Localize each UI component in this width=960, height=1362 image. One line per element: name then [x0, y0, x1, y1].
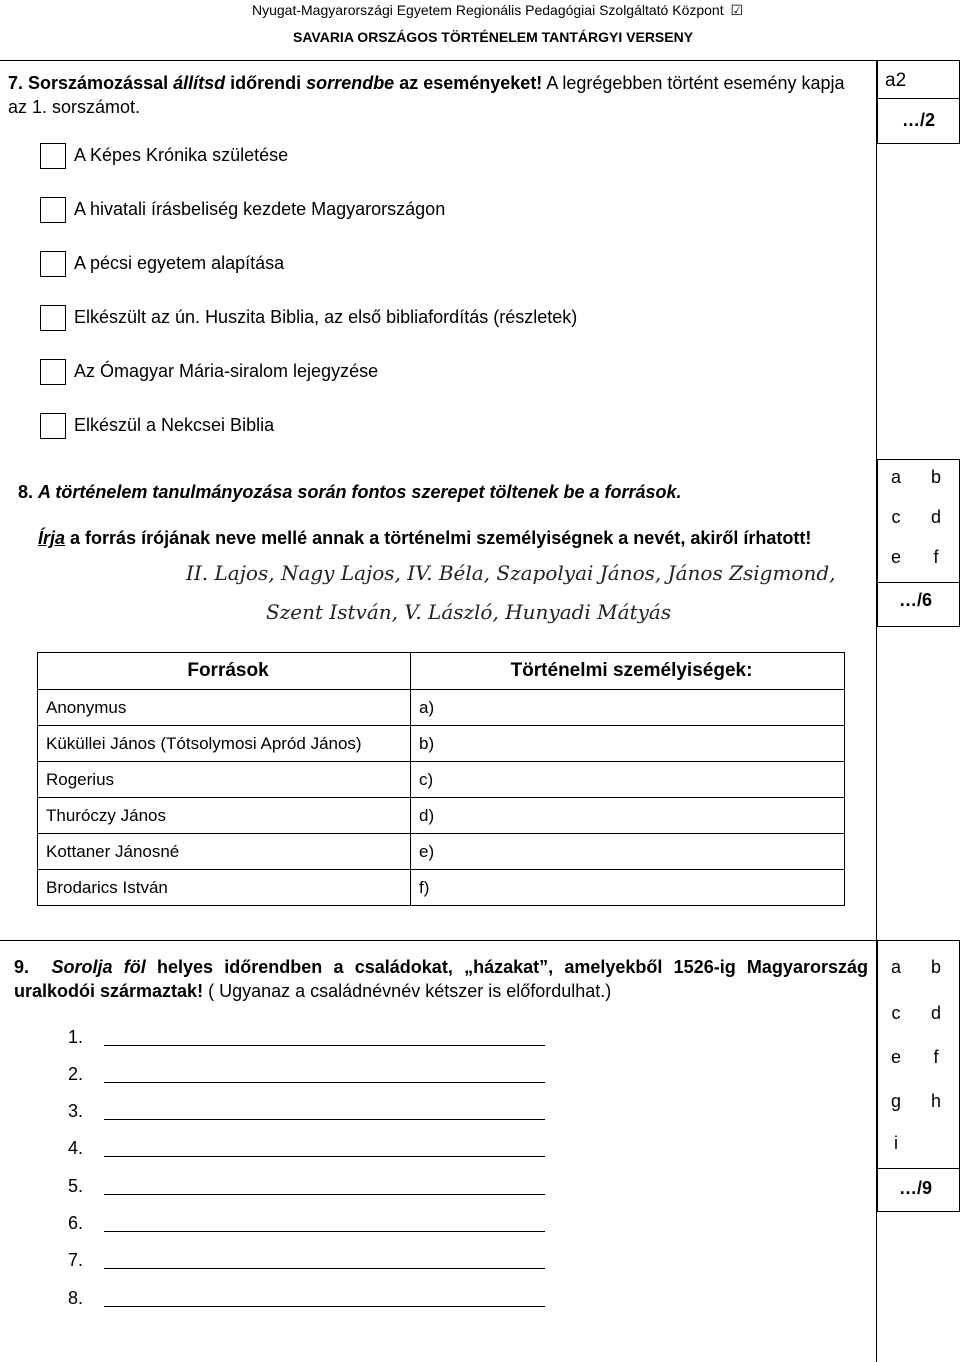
- table-row: [38, 834, 845, 870]
- q9-score-divider: [877, 1168, 960, 1169]
- q8-score-divider: [877, 582, 960, 583]
- q9-score-box: [877, 940, 960, 1212]
- answer-line[interactable]: [104, 1194, 545, 1195]
- q7-score-divider: [877, 98, 960, 99]
- source-cell: Anonymus: [38, 690, 411, 726]
- q9-score-letter: g: [890, 1091, 901, 1111]
- answer-line[interactable]: [104, 1045, 545, 1046]
- q8-names-line2: Szent István, V. László, Hunyadi Mátyás: [266, 600, 672, 624]
- answer-line[interactable]: [104, 1306, 545, 1307]
- q7-score-cell: a2: [885, 70, 907, 91]
- q9-score-total[interactable]: …/9: [899, 1178, 933, 1198]
- answer-line-number: 5.: [68, 1176, 84, 1196]
- answer-cell[interactable]: c): [411, 762, 845, 798]
- answer-cell[interactable]: e): [411, 834, 845, 870]
- table-row: [38, 690, 845, 726]
- q7-score-total[interactable]: …/2: [902, 110, 936, 130]
- q8-score-letter: d: [930, 507, 941, 527]
- header-institution: [252, 2, 743, 19]
- answer-line-number: 3.: [68, 1101, 84, 1121]
- answer-line[interactable]: [104, 1231, 545, 1232]
- answer-line-number: 1.: [68, 1027, 84, 1047]
- col-header-persons: Történelmi személyiségek:: [411, 653, 845, 690]
- q8-score-letter: b: [930, 467, 941, 487]
- answer-cell[interactable]: b): [411, 726, 845, 762]
- answer-cell[interactable]: a): [411, 690, 845, 726]
- section-divider: [0, 940, 960, 941]
- answer-line-number: 2.: [68, 1064, 84, 1084]
- source-cell: Thuróczy János: [38, 798, 411, 834]
- source-cell: Brodarics István: [38, 870, 411, 906]
- q7-instruction: 7. Sorszámozással állítsd időrendi sorrendbe az eseményeket! A legrégebben történt esemény kapja az 1. sorszámot.: [8, 73, 845, 117]
- answer-line-number: 8.: [68, 1288, 84, 1308]
- institution-name: Nyugat-Magyarországi Egyetem Regionális Pedagógiai Szolgáltató Központ: [252, 2, 724, 18]
- answer-line[interactable]: [104, 1268, 545, 1269]
- order-number-box[interactable]: [40, 143, 66, 169]
- q9-score-letter: f: [933, 1047, 939, 1067]
- sources-table: [37, 652, 845, 906]
- source-cell: Kottaner Jánosné: [38, 834, 411, 870]
- header-competition: SAVARIA ORSZÁGOS TÖRTÉNELEM TANTÁRGYI VERSENY: [293, 29, 694, 45]
- answer-line-number: 7.: [68, 1250, 84, 1270]
- answer-cell[interactable]: f): [411, 870, 845, 906]
- q9-score-letter: d: [930, 1003, 941, 1023]
- q8-score-total[interactable]: …/6: [899, 590, 933, 610]
- q9-score-letter: a: [890, 957, 901, 977]
- q8-score-letter: f: [933, 547, 939, 567]
- q9-score-letter: i: [894, 1133, 898, 1153]
- q9-score-letter: h: [930, 1091, 941, 1111]
- table-row: [38, 798, 845, 834]
- q8-score-letter: a: [890, 467, 901, 487]
- table-row: [38, 870, 845, 906]
- q8-title: 8. A történelem tanulmányozása során fontos szerepet töltenek be a források.: [18, 482, 682, 502]
- q8-names-line1: II. Lajos, Nagy Lajos, IV. Béla, Szapolyai János, János Zsigmond,: [186, 561, 836, 585]
- order-number-box[interactable]: [40, 197, 66, 223]
- answer-line-number: 4.: [68, 1138, 84, 1158]
- q9-score-letter: c: [891, 1003, 901, 1023]
- q8-score-letter: c: [891, 507, 901, 527]
- table-row: [38, 726, 845, 762]
- order-number-box[interactable]: [40, 251, 66, 277]
- answer-line[interactable]: [104, 1082, 545, 1083]
- answer-cell[interactable]: d): [411, 798, 845, 834]
- q8-instruction: Írja a forrás írójának neve mellé annak a történelmi személyiségnek a nevét, akiről írhatott!: [38, 528, 812, 548]
- checkbox-icon: ☑: [730, 2, 744, 18]
- q9-instruction: 9. Sorolja föl helyes időrendben a családokat, „házakat”, amelyekből 1526-ig Magyarország uralkodói származtak! ( Ugyanaz a családnévnév kétszer is előfordulhat.): [14, 957, 868, 1001]
- source-cell: Rogerius: [38, 762, 411, 798]
- order-number-box[interactable]: [40, 359, 66, 385]
- answer-line[interactable]: [104, 1156, 545, 1157]
- source-cell: Küküllei János (Tótsolymosi Apród János): [38, 726, 411, 762]
- q9-score-letter: b: [930, 957, 941, 977]
- answer-line[interactable]: [104, 1119, 545, 1120]
- frame-top: [0, 60, 960, 61]
- order-number-box[interactable]: [40, 305, 66, 331]
- order-number-box[interactable]: [40, 413, 66, 439]
- answer-line-number: 6.: [68, 1213, 84, 1233]
- table-header-row: [38, 653, 845, 690]
- table-row: [38, 762, 845, 798]
- q8-score-letter: e: [890, 547, 901, 567]
- col-header-sources: Források: [38, 653, 411, 690]
- q9-score-letter: e: [890, 1047, 901, 1067]
